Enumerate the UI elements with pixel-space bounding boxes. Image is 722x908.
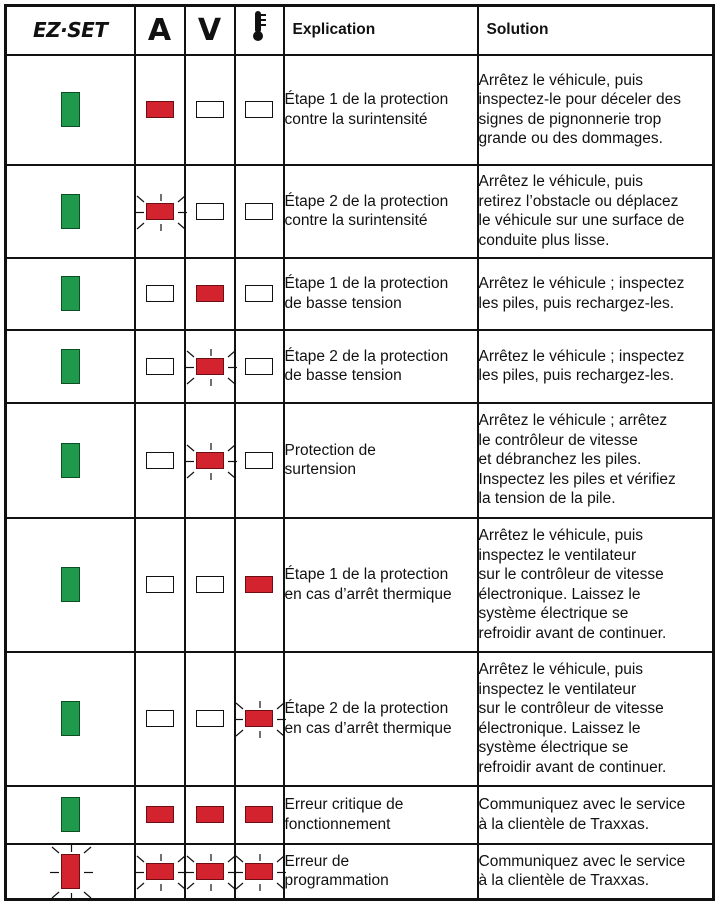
temperature-led-cell bbox=[235, 652, 284, 786]
ez-set-led-green bbox=[61, 92, 80, 127]
amperage-led-cell bbox=[135, 403, 185, 518]
table-row bbox=[6, 330, 714, 403]
voltage-led-cell bbox=[185, 786, 235, 844]
ez-set-led-green bbox=[61, 194, 80, 229]
ez-set-led-green bbox=[61, 349, 80, 384]
explication-text: Étape 1 de la protection en cas d’arrêt thermique bbox=[284, 518, 478, 652]
voltage-header: V bbox=[185, 6, 235, 55]
table-row bbox=[6, 518, 714, 652]
table-row bbox=[6, 652, 714, 786]
voltage-led-off bbox=[196, 203, 224, 220]
temperature-led-cell bbox=[235, 330, 284, 403]
ez-set-led-red-blink bbox=[61, 854, 80, 889]
voltage-led-off bbox=[196, 576, 224, 593]
temperature-led-cell bbox=[235, 55, 284, 165]
ez-set-led-cell bbox=[6, 518, 135, 652]
table-row bbox=[6, 55, 714, 165]
thermometer-icon bbox=[251, 10, 267, 50]
voltage-led-red-blink bbox=[196, 863, 224, 880]
ez-set-led-green bbox=[61, 276, 80, 311]
amperage-led-cell bbox=[135, 786, 185, 844]
ez-set-led-cell bbox=[6, 55, 135, 165]
amperage-led-cell bbox=[135, 330, 185, 403]
explication-text: Protection de surtension bbox=[284, 403, 478, 518]
solution-text: Arrêtez le véhicule ; inspectez les piles, puis rechargez-les. bbox=[478, 330, 714, 403]
voltage-led-cell bbox=[185, 518, 235, 652]
amperage-led-cell bbox=[135, 652, 185, 786]
solution-text: Arrêtez le véhicule, puis retirez l’obstacle ou déplacez le véhicule sur une surface de conduite plus lisse. bbox=[478, 165, 714, 258]
voltage-led-off bbox=[196, 710, 224, 727]
voltage-led-cell bbox=[185, 652, 235, 786]
ez-set-led-cell bbox=[6, 786, 135, 844]
explication-text: Étape 1 de la protection de basse tension bbox=[284, 258, 478, 330]
ez-set-led-green bbox=[61, 797, 80, 832]
temperature-led-off bbox=[245, 101, 273, 118]
temperature-led-cell bbox=[235, 403, 284, 518]
temperature-led-cell bbox=[235, 844, 284, 900]
explication-text: Erreur critique de fonctionnement bbox=[284, 786, 478, 844]
temperature-led-red-blink bbox=[245, 863, 273, 880]
explication-text: Étape 2 de la protection contre la surintensité bbox=[284, 165, 478, 258]
temperature-led-off bbox=[245, 203, 273, 220]
amperage-led-off bbox=[146, 285, 174, 302]
solution-text: Communiquez avec le service à la clientèle de Traxxas. bbox=[478, 844, 714, 900]
voltage-led-cell bbox=[185, 844, 235, 900]
voltage-led-cell bbox=[185, 165, 235, 258]
amperage-led-red bbox=[146, 101, 174, 118]
voltage-led-cell bbox=[185, 258, 235, 330]
solution-text: Communiquez avec le service à la clientèle de Traxxas. bbox=[478, 786, 714, 844]
led-status-table bbox=[4, 4, 715, 901]
voltage-led-off bbox=[196, 101, 224, 118]
table-row bbox=[6, 786, 714, 844]
amperage-led-cell bbox=[135, 518, 185, 652]
explication-text: Étape 1 de la protection contre la surintensité bbox=[284, 55, 478, 165]
temperature-header bbox=[235, 6, 284, 55]
ez-set-led-green bbox=[61, 701, 80, 736]
temperature-led-off bbox=[245, 452, 273, 469]
voltage-led-cell bbox=[185, 55, 235, 165]
ez-set-led-green bbox=[61, 567, 80, 602]
voltage-led-red-blink bbox=[196, 358, 224, 375]
temperature-led-red-blink bbox=[245, 710, 273, 727]
solution-text: Arrêtez le véhicule, puis inspectez le ventilateur sur le contrôleur de vitesse électronique. Laissez le système électrique se refroidir avant de continuer. bbox=[478, 652, 714, 786]
solution-text: Arrêtez le véhicule, puis inspectez-le pour déceler des signes de pignonnerie trop grande ou des dommages. bbox=[478, 55, 714, 165]
temperature-led-cell bbox=[235, 518, 284, 652]
solution-header: Solution bbox=[478, 6, 714, 55]
amperage-led-cell bbox=[135, 55, 185, 165]
voltage-led-red bbox=[196, 806, 224, 823]
table-row bbox=[6, 403, 714, 518]
voltage-led-cell bbox=[185, 330, 235, 403]
amperage-led-off bbox=[146, 452, 174, 469]
amperage-header: A bbox=[135, 6, 185, 55]
amperage-led-cell bbox=[135, 165, 185, 258]
solution-text: Arrêtez le véhicule ; inspectez les piles, puis rechargez-les. bbox=[478, 258, 714, 330]
temperature-led-off bbox=[245, 285, 273, 302]
explication-text: Erreur de programmation bbox=[284, 844, 478, 900]
ez-set-led-cell bbox=[6, 258, 135, 330]
amperage-led-red-blink bbox=[146, 203, 174, 220]
ez-set-led-cell bbox=[6, 403, 135, 518]
ez-set-logo: EZ·SET bbox=[6, 6, 135, 55]
amperage-led-off bbox=[146, 358, 174, 375]
voltage-led-red bbox=[196, 285, 224, 302]
voltage-led-cell bbox=[185, 403, 235, 518]
ez-set-led-cell bbox=[6, 844, 135, 900]
solution-text: Arrêtez le véhicule, puis inspectez le ventilateur sur le contrôleur de vitesse électronique. Laissez le système électrique se refroidir avant de continuer. bbox=[478, 518, 714, 652]
temperature-led-cell bbox=[235, 165, 284, 258]
amperage-led-cell bbox=[135, 258, 185, 330]
temperature-led-red bbox=[245, 806, 273, 823]
header-row bbox=[6, 6, 714, 55]
temperature-led-red bbox=[245, 576, 273, 593]
amperage-led-off bbox=[146, 576, 174, 593]
table-row bbox=[6, 165, 714, 258]
solution-text: Arrêtez le véhicule ; arrêtez le contrôleur de vitesse et débranchez les piles. Inspectez les piles et vérifiez la tension de la pile. bbox=[478, 403, 714, 518]
table-row bbox=[6, 258, 714, 330]
amperage-led-cell bbox=[135, 844, 185, 900]
ez-set-led-cell bbox=[6, 330, 135, 403]
explication-header: Explication bbox=[284, 6, 478, 55]
amperage-led-red bbox=[146, 806, 174, 823]
explication-text: Étape 2 de la protection de basse tension bbox=[284, 330, 478, 403]
table-row bbox=[6, 844, 714, 900]
temperature-led-cell bbox=[235, 786, 284, 844]
amperage-led-off bbox=[146, 710, 174, 727]
ez-set-led-cell bbox=[6, 652, 135, 786]
voltage-led-red-blink bbox=[196, 452, 224, 469]
ez-set-led-cell bbox=[6, 165, 135, 258]
temperature-led-off bbox=[245, 358, 273, 375]
ez-set-led-green bbox=[61, 443, 80, 478]
amperage-led-red-blink bbox=[146, 863, 174, 880]
temperature-led-cell bbox=[235, 258, 284, 330]
explication-text: Étape 2 de la protection en cas d’arrêt thermique bbox=[284, 652, 478, 786]
